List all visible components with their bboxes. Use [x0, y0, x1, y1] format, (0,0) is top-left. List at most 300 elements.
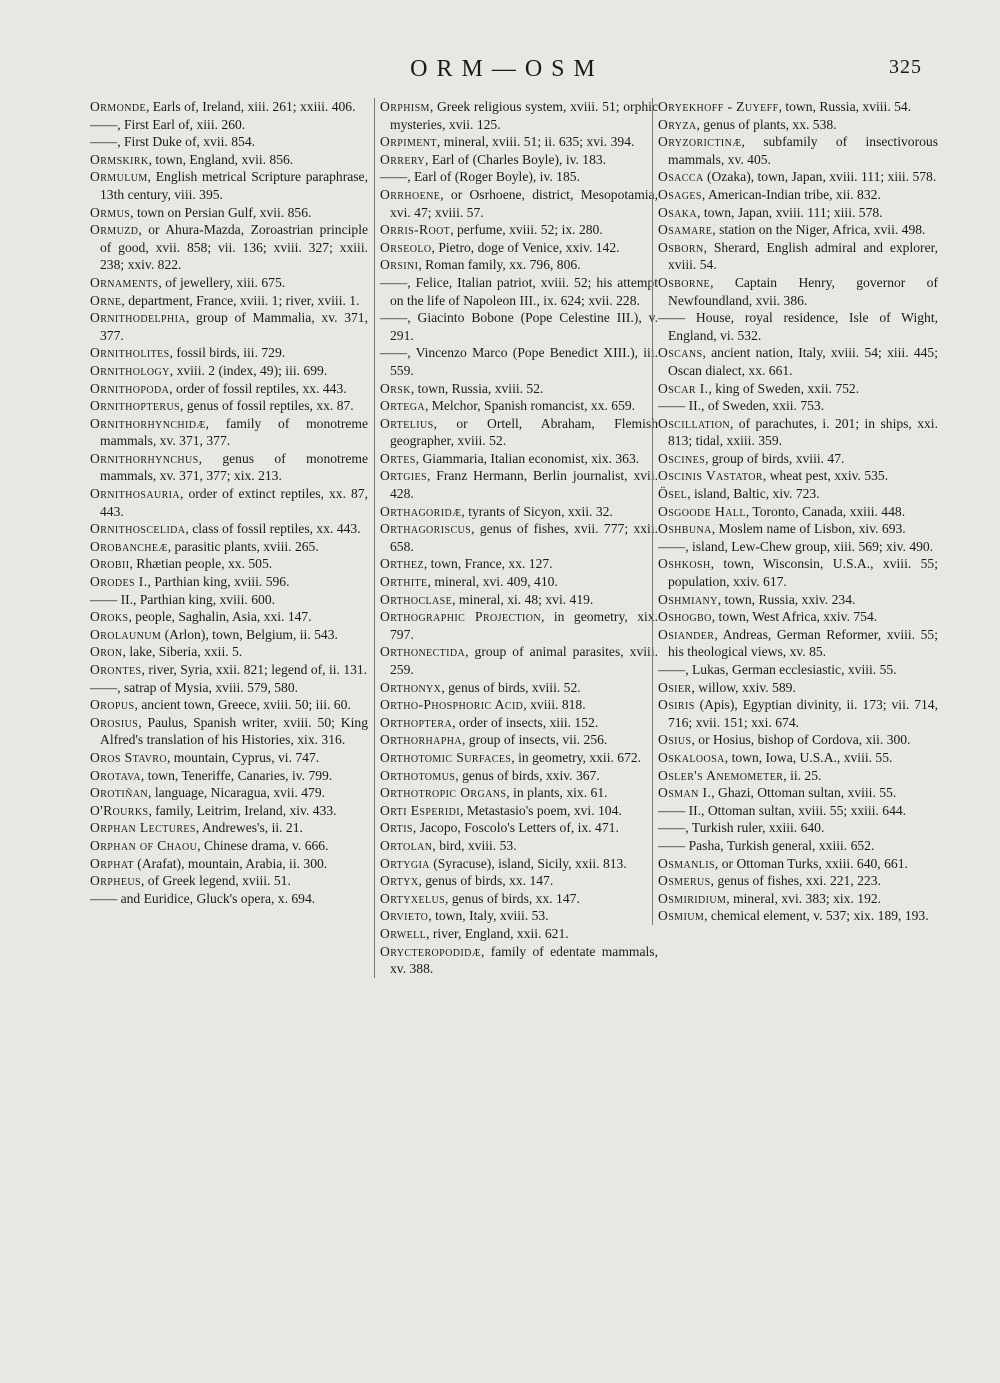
index-entry [90, 643, 368, 661]
index-entry [90, 380, 368, 398]
index-entry [90, 714, 368, 749]
running-head: ORM—OSM [410, 56, 604, 82]
entry-headword: Ösel [658, 486, 688, 502]
entry-headword: Ornitholites [90, 345, 170, 361]
index-entry [90, 538, 368, 556]
entry-headword: Orthonyx [380, 679, 442, 695]
index-entry [90, 485, 368, 520]
entry-text: , Sherard, English admiral and explorer, xviii. 54. [668, 239, 938, 273]
entry-text: , town, Italy, xviii. 53. [428, 908, 549, 924]
entry-headword: Ornithopterus [90, 398, 181, 414]
index-entry [90, 679, 368, 697]
index-entry [658, 679, 938, 697]
index-entry [380, 643, 658, 678]
index-entry [90, 98, 368, 116]
entry-text: , or Hosius, bishop of Cordova, xii. 300. [691, 732, 911, 748]
entry-headword: Orthorhapha [380, 732, 462, 748]
entry-text: (Arafat), mountain, Arabia, ii. 300. [133, 855, 328, 871]
entry-text: , group of Mammalia, xv. 371, 377. [100, 310, 368, 343]
index-entry [90, 116, 368, 134]
index-entry [658, 204, 938, 222]
entry-text: —— and Euridice, Gluck's opera, x. 694. [90, 890, 316, 906]
entry-headword: Orycteropodidæ [380, 943, 481, 959]
index-entry [380, 872, 658, 890]
entry-headword: Oscinis Vastator [658, 468, 763, 484]
entry-headword: Ortygia [380, 855, 430, 871]
entry-text: , of Greek legend, xviii. 51. [140, 873, 291, 889]
index-entry [658, 380, 938, 398]
index-entry [658, 749, 938, 767]
entry-headword: Ormonde [90, 99, 146, 114]
index-entry [658, 467, 938, 485]
entry-text: , town, Japan, xviii. 111; xiii. 578. [697, 204, 883, 220]
index-entry [90, 819, 368, 837]
entry-headword: Ormuzd [90, 222, 139, 238]
entry-text: , order of fossil reptiles, xx. 443. [169, 380, 347, 396]
entry-headword: Ornaments [90, 274, 159, 290]
entry-text: , of jewellery, xiii. 675. [158, 274, 286, 290]
index-entry [658, 239, 938, 274]
index-entry [658, 872, 938, 890]
entry-text: , Captain Henry, governor of Newfoundland, xvii. 386. [668, 274, 938, 308]
entry-text: , tyrants of Sicyon, xxii. 32. [461, 503, 613, 519]
entry-headword: Ortho-Phosphoric Acid [380, 697, 524, 713]
index-entry [380, 520, 658, 555]
entry-headword: Ormus [90, 204, 131, 220]
index-entry [90, 309, 368, 344]
entry-headword: Orosius [90, 714, 139, 730]
index-entry [658, 608, 938, 626]
entry-headword: Orthagoridæ [380, 503, 462, 519]
entry-headword: Orti Esperidi [380, 802, 461, 818]
index-entry [658, 784, 938, 802]
index-entry [380, 133, 658, 151]
entry-text: , parasitic plants, xviii. 265. [167, 538, 319, 554]
entry-text: , town, Iowa, U.S.A., xviii. 55. [724, 749, 893, 765]
index-entry [380, 855, 658, 873]
entry-headword: Oscans [658, 345, 703, 361]
entry-text: —— II., Ottoman sultan, xviii. 55; xxiii. 644. [658, 802, 907, 818]
entry-headword: Osiris [658, 697, 695, 713]
entry-text: , perfume, xviii. 52; ix. 280. [450, 222, 603, 238]
entry-text: , ancient town, Greece, xviii. 50; iii. 60. [134, 697, 351, 713]
entry-headword: Orontes [90, 662, 142, 677]
index-entry [658, 767, 938, 785]
index-entry [658, 274, 938, 309]
entry-headword: Ormulum [90, 169, 148, 185]
index-entry [658, 168, 938, 186]
index-entry [90, 221, 368, 274]
index-entry [380, 573, 658, 591]
entry-headword: Ornithorhynchus [90, 450, 199, 466]
entry-text: , fossil birds, iii. 729. [169, 345, 286, 361]
entry-text: , town on Persian Gulf, xvii. 856. [130, 204, 312, 220]
entry-text: , genus of fossil reptiles, xx. 87. [180, 398, 354, 414]
entry-headword: Oros Stavro [90, 749, 167, 765]
index-entry [658, 731, 938, 749]
entry-headword: Osmanlis [658, 855, 715, 871]
entry-text: , English metrical Scripture paraphrase, 13th century, viii. 395. [100, 169, 368, 202]
entry-headword: Osiander [658, 626, 715, 642]
entry-headword: Osages [658, 186, 702, 202]
entry-text: , station on the Niger, Africa, xvii. 498. [712, 222, 926, 238]
entry-text: , genus of birds, xxiv. 367. [455, 767, 600, 783]
entry-text: , ancient nation, Italy, xviii. 54; xiii. 445; Oscan dialect, xx. 661. [668, 345, 938, 378]
entry-text: , king of Sweden, xxii. 752. [708, 380, 860, 396]
entry-headword: Ormskirk [90, 151, 149, 167]
entry-headword: Oscillation [658, 415, 730, 431]
entry-text: , group of birds, xviii. 47. [705, 450, 845, 466]
entry-text: —— II., of Sweden, xxii. 753. [658, 398, 825, 414]
index-entry [658, 907, 938, 925]
index-entry [658, 116, 938, 134]
entry-text: , ii. 25. [783, 767, 822, 783]
index-entry [380, 450, 658, 468]
entry-text: , American-Indian tribe, xii. 832. [701, 186, 881, 202]
index-entry [90, 204, 368, 222]
index-entry [658, 696, 938, 731]
entry-text: , town, Wisconsin, U.S.A., xviii. 55; population, xxiv. 617. [668, 556, 938, 590]
index-entry [380, 415, 658, 450]
index-entry [658, 591, 938, 609]
index-entry [658, 855, 938, 873]
entry-text: , people, Saghalin, Asia, xxi. 147. [128, 609, 312, 625]
index-entry [380, 274, 658, 309]
entry-headword: Orris-Root [380, 222, 451, 238]
index-entry [90, 362, 368, 380]
index-entry [380, 221, 658, 239]
entry-text: , of parachutes, i. 201; in ships, xxi. 813; tidal, xxiii. 359. [668, 415, 938, 449]
entry-headword: Oshogbo [658, 609, 712, 625]
entry-headword: Ortega [380, 398, 425, 414]
entry-text: , genus of plants, xx. 538. [696, 116, 837, 132]
index-entry [658, 186, 938, 204]
entry-text: , family of edentate mammals, xv. 388. [390, 943, 658, 977]
entry-headword: Oskaloosa [658, 749, 725, 765]
index-entry [380, 186, 658, 221]
index-entry [90, 344, 368, 362]
index-entry [90, 837, 368, 855]
entry-text: , Franz Hermann, Berlin journalist, xvii. 428. [390, 468, 658, 502]
entry-text: , family of monotreme mammals, xv. 371, 377. [100, 415, 368, 449]
index-entry [90, 292, 368, 310]
entry-text: , order of insects, xiii. 152. [452, 714, 599, 730]
index-entry [380, 555, 658, 573]
entry-headword: Orobancheæ [90, 538, 168, 554]
entry-headword: Orwell [380, 925, 427, 941]
entry-text: , town, England, xvii. 856. [148, 151, 294, 167]
entry-headword: Osborne [658, 274, 711, 290]
entry-headword: Orthotropic Organs [380, 785, 507, 801]
entry-text: ——, Earl of (Roger Boyle), iv. 185. [380, 169, 580, 185]
entry-text: ——, First Duke of, xvii. 854. [90, 134, 256, 150]
index-entry [380, 151, 658, 169]
index-entry [380, 890, 658, 908]
index-entry [380, 467, 658, 502]
index-entry [380, 380, 658, 398]
index-entry [380, 784, 658, 802]
entry-text: , mineral, xviii. 51; ii. 635; xvi. 394. [436, 134, 635, 150]
entry-headword: Orotiñan [90, 785, 149, 801]
entry-headword: Orthoptera [380, 714, 453, 730]
entry-text: , order of extinct reptiles, xx. 87, 443. [100, 486, 368, 519]
entry-text: , Earls of, Ireland, xiii. 261; xxiii. 406. [145, 99, 356, 114]
entry-text: , department, France, xviii. 1; river, xviii. 1. [121, 292, 360, 308]
index-entry [90, 696, 368, 714]
entry-headword: Osmiridium [658, 890, 727, 906]
entry-text: , willow, xxiv. 589. [691, 679, 796, 695]
entry-headword: Oshkosh [658, 556, 711, 572]
entry-text: , Moslem name of Lisbon, xiv. 693. [711, 521, 906, 537]
entry-text: —— II., Parthian king, xviii. 600. [90, 591, 276, 607]
entry-text: , in plants, xix. 61. [506, 785, 608, 801]
entry-headword: Oscines [658, 450, 706, 466]
index-entry [380, 907, 658, 925]
entry-text: , bird, xviii. 53. [432, 837, 517, 853]
index-entry [380, 714, 658, 732]
entry-text: , in geometry, xxii. 672. [511, 749, 642, 765]
column-3 [652, 98, 938, 925]
index-entry [380, 397, 658, 415]
entry-text: , town, Teneriffe, Canaries, iv. 799. [140, 767, 333, 783]
entry-text: , town, Russia, xviii. 52. [410, 380, 544, 396]
entry-headword: Orobii [90, 556, 130, 572]
entry-headword: Ortyxelus [380, 890, 446, 906]
index-entry [380, 696, 658, 714]
entry-headword: Orolaunum [90, 626, 162, 642]
index-entry [658, 344, 938, 379]
entry-text: , subfamily of insectivorous mammals, xv. 405. [668, 134, 938, 167]
entry-text: , genus of fishes, xvii. 777; xxii. 658. [390, 521, 658, 554]
index-entry [90, 274, 368, 292]
entry-headword: Ornithoscelida [90, 521, 186, 537]
entry-text: ——, First Earl of, xiii. 260. [90, 116, 246, 132]
index-entry [90, 450, 368, 485]
entry-text: , town, France, xx. 127. [423, 556, 553, 572]
entry-text: , genus of birds, xx. 147. [445, 890, 580, 906]
entry-text: , river, England, xxii. 621. [426, 925, 569, 941]
index-entry [90, 397, 368, 415]
entry-headword: Orsk [380, 380, 411, 396]
index-entry [658, 98, 938, 116]
entry-text: , or Ahura-Mazda, Zoroastrian principle of good, xvii. 858; vii. 136; xviii. 327; xxiii. 238; xxiv. 822. [100, 222, 368, 273]
entry-headword: Orsini [380, 257, 419, 273]
index-entry [90, 151, 368, 169]
entry-headword: Orodes I. [90, 574, 148, 590]
index-entry [380, 591, 658, 609]
entry-headword: Ortelius [380, 415, 434, 431]
entry-text: , or Osrhoene, district, Mesopotamia, xvi. 47; xviii. 57. [390, 186, 658, 220]
index-entry [658, 802, 938, 820]
index-entry [658, 415, 938, 450]
index-entry [380, 239, 658, 257]
entry-headword: Osier [658, 679, 692, 695]
page-header [92, 56, 922, 90]
entry-text: , Greek religious system, xviii. 51; orphic mysteries, xvii. 125. [390, 99, 658, 132]
entry-headword: Orphism [380, 99, 430, 114]
entry-headword: Ornithology [90, 362, 170, 378]
entry-text: , Melchor, Spanish romancist, xx. 659. [424, 398, 636, 414]
entry-text: , river, Syria, xxii. 821; legend of, ii. 131. [141, 662, 368, 677]
entry-text: (Arlon), town, Belgium, ii. 543. [161, 626, 338, 642]
entry-text: ——, Felice, Italian patriot, xviii. 52; his attempt on the life of Napoleon III., ix. 624; xvii. 228. [380, 274, 658, 308]
entry-headword: Orphan of Chaou [90, 837, 198, 853]
entry-text: , xviii. 2 (index, 49); iii. 699. [169, 362, 328, 378]
entry-text: , group of animal parasites, xviii. 259. [390, 644, 658, 677]
entry-headword: Oroks [90, 609, 129, 625]
index-entry [658, 221, 938, 239]
index-entry [658, 819, 938, 837]
entry-text: , genus of monotreme mammals, xv. 371, 377; xix. 213. [100, 450, 368, 484]
index-entry [658, 890, 938, 908]
index-entry [380, 344, 658, 379]
entry-headword: Ornithopoda [90, 380, 170, 396]
entry-headword: Orthoclase [380, 591, 453, 607]
entry-headword: Oropus [90, 697, 135, 713]
entry-headword: Ortes [380, 450, 416, 466]
index-entry [90, 415, 368, 450]
entry-text: , Chinese drama, v. 666. [197, 837, 329, 853]
entry-headword: Orpheus [90, 873, 141, 889]
index-entry [90, 767, 368, 785]
index-entry [90, 890, 368, 908]
index-entry [380, 925, 658, 943]
entry-headword: Orthite [380, 574, 428, 590]
entry-headword: Orpiment [380, 134, 437, 150]
index-columns [90, 98, 938, 1358]
entry-headword: Ornithorhynchidæ [90, 415, 206, 431]
entry-headword: Ortis [380, 820, 413, 836]
entry-headword: Orthographic Projection [380, 609, 542, 625]
entry-text: , town, Russia, xviii. 54. [778, 99, 912, 114]
index-entry [380, 802, 658, 820]
entry-headword: Oshbuna [658, 521, 712, 537]
entry-text: , mineral, xvi. 409, 410. [427, 574, 558, 590]
index-entry [380, 503, 658, 521]
entry-text: , class of fossil reptiles, xx. 443. [185, 521, 361, 537]
entry-headword: Orvieto [380, 908, 429, 924]
index-entry [90, 608, 368, 626]
entry-text: , Roman family, xx. 796, 806. [418, 257, 581, 273]
entry-headword: Orotava [90, 767, 141, 783]
entry-text: , language, Nicaragua, xvii. 479. [148, 785, 326, 801]
index-entry [658, 626, 938, 661]
index-entry [90, 784, 368, 802]
entry-text: , Toronto, Canada, xxiii. 448. [745, 503, 906, 519]
entry-text: , Ghazi, Ottoman sultan, xviii. 55. [711, 785, 897, 801]
column-1 [90, 98, 368, 907]
entry-headword: Osaka [658, 204, 698, 220]
entry-text: , Earl of (Charles Boyle), iv. 183. [425, 151, 607, 167]
entry-headword: Orseolo [380, 239, 432, 255]
index-entry [90, 168, 368, 203]
index-entry [90, 855, 368, 873]
page-number: 325 [889, 56, 922, 78]
column-2 [374, 98, 658, 978]
entry-headword: Oryekhoff - Zuyeff [658, 99, 779, 114]
index-entry [380, 608, 658, 643]
entry-text: , xviii. 818. [523, 697, 586, 713]
index-entry [90, 573, 368, 591]
index-entry [658, 538, 938, 556]
index-entry [658, 133, 938, 168]
entry-headword: Orthonectida [380, 644, 466, 660]
entry-headword: Osman I. [658, 785, 712, 801]
entry-text: , mineral, xvi. 383; xix. 192. [726, 890, 882, 906]
entry-text: , genus of birds, xx. 147. [418, 873, 554, 889]
entry-text: , family, Leitrim, Ireland, xiv. 433. [148, 802, 337, 818]
entry-text: —— Pasha, Turkish general, xxiii. 652. [658, 837, 875, 853]
index-entry [380, 168, 658, 186]
entry-headword: Osius [658, 732, 692, 748]
entry-headword: Osborn [658, 239, 704, 255]
index-entry [658, 555, 938, 590]
index-entry [380, 837, 658, 855]
entry-headword: Orrery [380, 151, 426, 167]
index-entry [90, 626, 368, 644]
entry-text: , town, Russia, xxiv. 234. [717, 591, 856, 607]
entry-headword: Osacca [658, 169, 704, 185]
index-entry [380, 98, 658, 133]
index-entry [380, 731, 658, 749]
entry-headword: Ortolan [380, 837, 433, 853]
entry-text: , mineral, xi. 48; xvi. 419. [452, 591, 594, 607]
index-entry [90, 555, 368, 573]
entry-headword: Oryzorictinæ [658, 134, 742, 150]
entry-headword: Ortgies [380, 468, 428, 484]
entry-text: , Paulus, Spanish writer, xviii. 50; King Alfred's translation of his Histories, xix. 316. [100, 714, 368, 748]
entry-text: —— House, royal residence, Isle of Wight, England, vi. 532. [658, 310, 938, 343]
index-entry [658, 503, 938, 521]
entry-headword: Orne [90, 292, 122, 308]
entry-headword: Osmerus [658, 873, 711, 889]
entry-text: ——, Vincenzo Marco (Pope Benedict XIII.), iii. 559. [380, 345, 658, 378]
entry-headword: Oryza [658, 116, 697, 132]
index-entry [380, 256, 658, 274]
index-entry [90, 749, 368, 767]
entry-headword: Ornithosauria [90, 486, 181, 502]
entry-text: , group of insects, vii. 256. [461, 732, 608, 748]
index-entry [90, 591, 368, 609]
entry-headword: Osmium [658, 908, 705, 924]
entry-headword: Orphat [90, 855, 134, 871]
index-entry [658, 485, 938, 503]
entry-text: , Rhætian people, xx. 505. [129, 556, 273, 572]
index-entry [90, 802, 368, 820]
entry-headword: Orthotomus [380, 767, 456, 783]
entry-text: , genus of birds, xviii. 52. [441, 679, 581, 695]
entry-text: , or Ortell, Abraham, Flemish geographer, xviii. 52. [390, 415, 658, 449]
entry-headword: O'Rourks [90, 802, 149, 818]
entry-headword: Oshmiany [658, 591, 718, 607]
entry-text: , Parthian king, xviii. 596. [147, 574, 290, 590]
entry-text: ——, satrap of Mysia, xviii. 579, 580. [90, 679, 299, 695]
entry-text: , Giammaria, Italian economist, xix. 363. [415, 450, 640, 466]
index-entry [658, 661, 938, 679]
entry-text: , Andreas, German Reformer, xviii. 55; his theological views, xv. 85. [668, 626, 938, 660]
entry-headword: Orrhoene [380, 186, 441, 202]
index-entry [658, 520, 938, 538]
index-entry [90, 661, 368, 679]
entry-text: (Ozaka), town, Japan, xviii. 111; xiii. 578. [703, 169, 937, 185]
entry-text: ——, Turkish ruler, xxiii. 640. [658, 820, 825, 836]
entry-text: , wheat pest, xxiv. 535. [762, 468, 889, 484]
entry-text: , or Ottoman Turks, xxiii. 640, 661. [714, 855, 908, 871]
index-entry [658, 397, 938, 415]
entry-headword: Osler's Anemometer [658, 767, 784, 783]
index-entry [90, 133, 368, 151]
entry-text: (Apis), Egyptian divinity, ii. 173; vii. 714, 716; xvii. 151; xxi. 674. [668, 697, 938, 730]
